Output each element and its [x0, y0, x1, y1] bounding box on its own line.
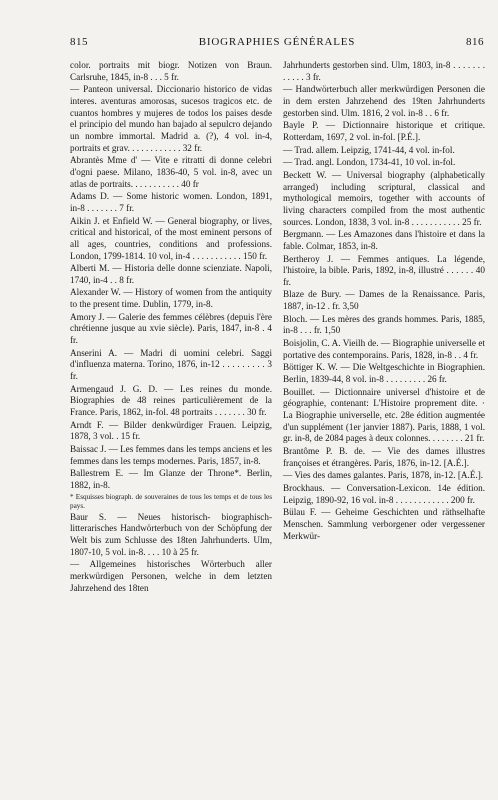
- bibliography-entry: Jahrhunderts gestorben sind. Ulm, 1803, in-8 . . . . . . . . . . . . 3 fr.: [283, 60, 485, 82]
- bibliography-entry: Boisjolin, C. A. Vieilh de. — Biographie universelle et portative des contemporains. Paris, 1828, in-8 . . 4 fr.: [283, 338, 485, 360]
- right-page-number: 816: [465, 36, 484, 48]
- bibliography-entry: Baur S. — Neues historisch- biographisch- litterarisches Handwörterbuch von der Schöpfung der Welt bis zum Schlusse des 18ten Jahrhunderts. Ulm, 1807-10, 5 vol. in-8. . . . 10 à 25 fr.: [70, 511, 272, 557]
- bibliography-entry: Aikin J. et Enfield W. — General biography, or lives, critical and historical, of the most eminent persons of all ages, countries, conditions and professions. London, 1799-1814. 10 vol, in-4 . . . . . . . . . . . 150 fr.: [70, 215, 272, 261]
- bibliography-entry: Alexander W. — History of women from the antiquity to the present time. Dublin, 1779, in-8.: [70, 287, 272, 310]
- bibliography-entry: Bayle P. — Dictionnaire historique et critique. Rotterdam, 1697, 2 vol. in-fol. [P.É.].: [283, 120, 485, 142]
- bibliography-entry: Beckett W. — Universal biography (alphabetically arranged) including scriptural, classical and mythological memoirs, together with accounts of living characters compiled from the most authentic sources. London, 1838, 3 vol. in-8 . . . . . . . . . . . 25 fr.: [283, 169, 485, 227]
- bibliography-entry: Blaze de Bury. — Dames de la Renaissance. Paris, 1887, in-12 . fr. 3,50: [283, 289, 485, 312]
- bibliography-entry: Böttiger K. W. — Die Weltgeschichte in Biographien. Berlin, 1839-44, 8 vol. in-8 . . . . . . . . . 26 fr.: [283, 362, 485, 385]
- bibliography-entry: Bülau F. — Geheime Geschichten und räthselhafte Menschen. Sammlung verborgener oder vergessener Merkwür-: [283, 507, 485, 541]
- footnote: * Esquisses biograph. de souveraines de tous les temps et de tous les pays.: [70, 492, 272, 510]
- bibliography-entry: — Trad. angl. London, 1734-41, 10 vol. in-fol.: [283, 157, 456, 168]
- bibliography-entry: Baissac J. — Les femmes dans les temps anciens et les femmes dans les temps modernes. Paris, 1857, in-8.: [70, 444, 272, 466]
- bibliography-entry: — Vies des dames galantes. Paris, 1878, in-12. [A.É.].: [283, 470, 484, 481]
- bibliography-entry: — Allgemeines historisches Wörterbuch aller merkwürdigen Personen, welche in dem letzten Jahrzehend des 18ten: [70, 559, 272, 593]
- bibliography-entry: Arndt F. — Bilder denkwürdiger Frauen. Leipzig, 1878, 3 vol. . 15 fr.: [70, 419, 272, 442]
- bibliography-entry: Armengaud J. G. D. — Les reines du monde. Biographies de 48 reines particulièrement de la France. Paris, 1862, in-fol. 48 portraits . . . . . . . 30 fr.: [70, 383, 272, 418]
- bibliography-entry: Bergmann. — Les Amazones dans l'histoire et dans la fable. Colmar, 1853, in-8.: [283, 229, 485, 251]
- left-column: [70, 60, 272, 595]
- bibliography-entry: color. portraits mit biogr. Notizen von Braun. Carlsruhe, 1845, in-8 . . . 5 fr.: [70, 60, 272, 82]
- running-title: BIOGRAPHIES GÉNÉRALES: [198, 36, 356, 48]
- bibliography-entry: Amory J. — Galerie des femmes célèbres (depuis l'ère chrétienne jusque au xvie siècle). Paris, 1847, in-8 . 4 fr.: [70, 311, 272, 346]
- bibliography-entry: Ballestrem E. — Im Glanze der Throne*. Berlin, 1882, in-8.: [70, 468, 272, 490]
- bibliography-entry: Bertheroy J. — Femmes antiques. La légende, l'histoire, la bible. Paris, 1892, in-8, illustré . . . . . . 40 fr.: [283, 253, 485, 287]
- bibliography-entry: Brantôme P. B. de. — Vie des dames illustres françoises et étrangères. Paris, 1876, in-12. [A.É.].: [283, 446, 485, 468]
- page-header: [70, 36, 484, 48]
- bibliography-entry: Bloch. — Les mères des grands hommes. Paris, 1885, in-8 . . . fr. 1,50: [283, 313, 485, 336]
- bibliography-entry: Adams D. — Some historic women. London, 1891, in-8 . . . . . . . 7 fr.: [70, 191, 272, 213]
- bibliography-entry: Brockhaus. — Conversation-Lexicon. 14e édition. Leipzig, 1890-92, 16 vol. in-8 . . . . . . . . . . . . 200 fr.: [283, 482, 485, 505]
- bibliography-entry: — Handwörterbuch aller merkwürdigen Personen die in dem ersten Jahrzehend des 19ten Jahrhunderts gestorben sind. Ulm. 1816, 2 vol. in-8 . . 6 fr.: [283, 84, 485, 118]
- bibliography-entry: — Trad. allem. Leipzig, 1741-44, 4 vol. in-fol.: [283, 144, 455, 155]
- bibliography-entry: Alberti M. — Historia delle donne scienziate. Napoli, 1740, in-4 . . 8 fr.: [70, 263, 272, 285]
- bibliography-entry: Anserini A. — Madri di uomini celebri. Saggi d'influenza materna. Torino, 1876, in-12 . . . . . . . . . 3 fr.: [70, 347, 272, 382]
- bibliography-entry: Bouillet. — Dictionnaire universel d'histoire et de géographie, contenant: L'Histoire proprement dite. · La Biographie universelle, etc. 28e édition augmentée d'un supplément (1er janvier 1887). Paris, 1888, 1 vol. gr. in-8, de 2084 pages à deux colonnes. . . . . . . . 21 fr.: [283, 386, 485, 444]
- bibliography-entry: Abrantès Mme d' — Vite e ritratti di donne celebri d'ogni paese. Milano, 1836-40, 5 vol. in-8, avec un atlas de portraits. . . . . . . . . . . 40 fr: [70, 155, 272, 189]
- right-column: [283, 60, 485, 543]
- left-page-number: 815: [70, 36, 88, 48]
- bibliography-entry: — Panteon universal. Diccionario historico de vidas interes. aventuras amorosas, sucesos tragicos etc. de cuantos hombres y mujeres de todos los paises desde el principio del mundo han bajado al sepulcro dejando un nombre immortal. Madrid a. (?), 4 vol. in-4, portraits et grav. . . . . . . . . . . . 32 fr.: [70, 84, 272, 153]
